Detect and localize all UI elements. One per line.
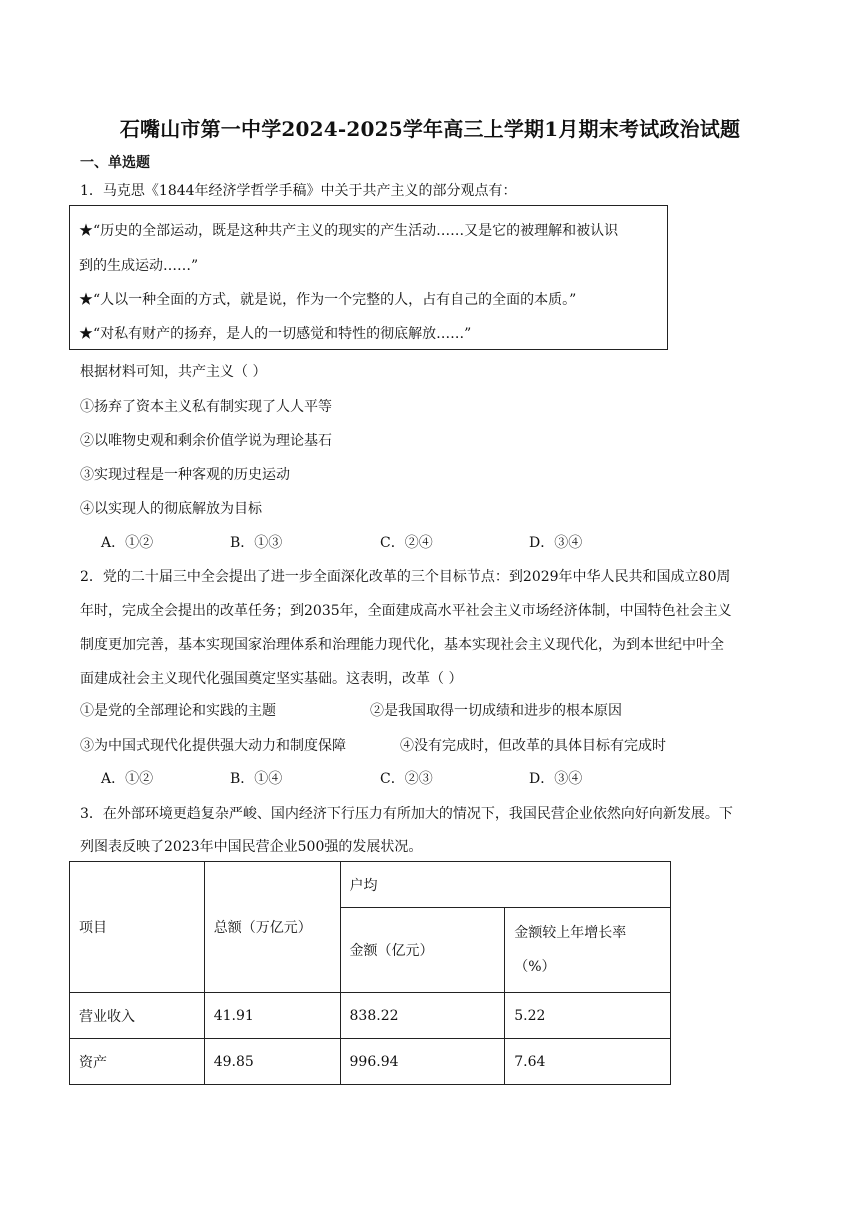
q1-option-a[interactable]: A．①② [101, 535, 154, 551]
quote-line: ★“人以一种全面的方式，就是说，作为一个完整的人，占有自己的全面的本质。” [79, 292, 577, 308]
q2-stem-line: 制度更加完善，基本实现国家治理体系和治理能力现代化，基本实现社会主义现代化，为到本世纪中叶全 [80, 637, 724, 653]
q2-item: ①是党的全部理论和实践的主题 [80, 703, 276, 719]
data-table [69, 861, 671, 1085]
table-header-cell: 总额（万亿元） [204, 862, 340, 993]
q2-item: ④没有完成时，但改革的具体目标有完成时 [400, 738, 666, 754]
table-header-cell: 户均 [340, 862, 670, 908]
table-cell: 营业收入 [70, 993, 205, 1039]
q2-option-d[interactable]: D．③④ [529, 771, 583, 787]
table-header-text: 金额较上年增长率 [514, 925, 627, 941]
q3-stem-line: 3．在外部环境更趋复杂严峻、国内经济下行压力有所加大的情况下，我国民营企业依然向好向新发展。下 [80, 806, 733, 822]
quote-line: 到的生成运动……” [79, 258, 199, 274]
q1-stem: 1．马克思《1844年经济学哲学手稿》中关于共产主义的部分观点有： [80, 183, 517, 199]
quote-line: ★“对私有财产的扬弃，是人的一切感觉和特性的彻底解放……” [79, 326, 472, 342]
q2-stem-line: 2．党的二十届三中全会提出了进一步全面深化改革的三个目标节点：到2029年中华人民共和国成立80周 [80, 569, 731, 585]
table-row [70, 993, 671, 1039]
table-cell: 资产 [70, 1039, 205, 1085]
table-cell: 41.91 [204, 993, 340, 1039]
table-header-cell: 金额（亿元） [340, 908, 505, 993]
q1-option-b[interactable]: B．①③ [230, 535, 283, 551]
table-header-cell [505, 908, 671, 993]
q2-stem-line: 年时，完成全会提出的改革任务；到2035年，全面建成高水平社会主义市场经济体制，中国特色社会主义 [80, 603, 732, 619]
table-header-cell: 项目 [70, 862, 205, 993]
table-cell: 49.85 [204, 1039, 340, 1085]
q1-item: ②以唯物史观和剩余价值学说为理论基石 [80, 433, 332, 449]
table-header-text: （%） [514, 959, 556, 975]
q1-item: ④以实现人的彻底解放为目标 [80, 501, 262, 517]
q2-option-c[interactable]: C．②③ [380, 771, 433, 787]
table-header-row [70, 862, 671, 908]
quote-line: ★“历史的全部运动，既是这种共产主义的现实的产生活动……又是它的被理解和被认识 [79, 223, 619, 239]
q1-option-d[interactable]: D．③④ [529, 535, 583, 551]
page-title: 石嘴山市第一中学2024-2025学年高三上学期1月期末考试政治试题 [119, 117, 741, 141]
q2-item: ③为中国式现代化提供强大动力和制度保障 [80, 738, 346, 754]
q1-question: 根据材料可知，共产主义（ ） [80, 364, 267, 380]
table-cell: 5.22 [505, 993, 671, 1039]
quote-box [69, 205, 668, 350]
q1-option-c[interactable]: C．②④ [380, 535, 433, 551]
q2-option-b[interactable]: B．①④ [230, 771, 283, 787]
q1-item: ③实现过程是一种客观的历史运动 [80, 467, 290, 483]
q2-option-a[interactable]: A．①② [101, 771, 154, 787]
table-cell: 838.22 [340, 993, 505, 1039]
section-heading: 一、单选题 [80, 155, 150, 171]
q2-stem-line: 面建成社会主义现代化强国奠定坚实基础。这表明，改革（ ） [80, 671, 463, 687]
q2-item: ②是我国取得一切成绩和进步的根本原因 [370, 703, 622, 719]
table-cell: 996.94 [340, 1039, 505, 1085]
q1-item: ①扬弃了资本主义私有制实现了人人平等 [80, 399, 332, 415]
table-row [70, 1039, 671, 1085]
table-cell: 7.64 [505, 1039, 671, 1085]
q3-stem-line: 列图表反映了2023年中国民营企业500强的发展状况。 [80, 839, 423, 855]
